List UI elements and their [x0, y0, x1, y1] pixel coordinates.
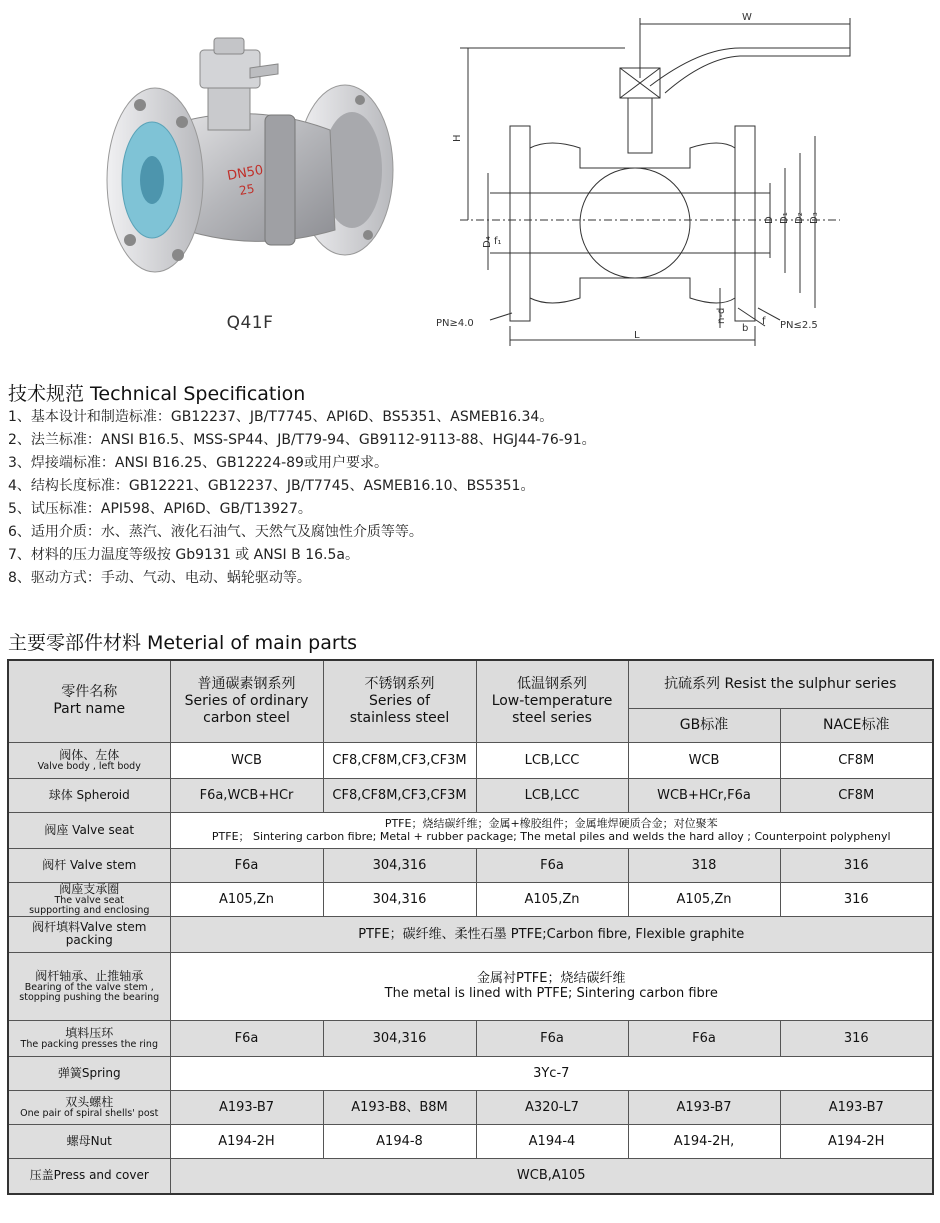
- table-cell: A105,Zn: [170, 882, 323, 916]
- dim-b-label: b: [742, 323, 749, 334]
- table-cell: 3Yc-7: [170, 1056, 933, 1090]
- table-cell: F6a,WCB+HCr: [170, 778, 323, 812]
- table-header-row: [8, 660, 933, 708]
- table-cell: 318: [628, 848, 780, 882]
- header-stainless: 不锈钢系列 Series of stainless steel: [323, 660, 476, 742]
- table-cell: A105,Zn: [476, 882, 628, 916]
- table-row: [8, 952, 933, 1020]
- part-name: 螺母Nut: [8, 1124, 170, 1158]
- dim-d1-label: D₁: [779, 212, 790, 224]
- part-name: 球体 Spheroid: [8, 778, 170, 812]
- table-cell: WCB+HCr,F6a: [628, 778, 780, 812]
- table-cell: PTFE；碳纤维、柔性石墨 PTFE;Carbon fibre, Flexible graphite: [170, 916, 933, 952]
- part-name: 阀体、左体 Valve body , left body: [8, 742, 170, 778]
- header-carbon: 普通碳素钢系列 Series of ordinary carbon steel: [170, 660, 323, 742]
- table-cell: WCB,A105: [170, 1158, 933, 1194]
- table-cell: A194-2H,: [628, 1124, 780, 1158]
- dim-f1-label: f₁: [494, 236, 502, 247]
- spec-title: 技术规范 Technical Specification: [8, 383, 306, 405]
- spec-item: 7、材料的压力温度等级按 Gb9131 或 ANSI B 16.5a。: [8, 547, 359, 563]
- spec-list: [8, 406, 596, 590]
- table-row: [8, 778, 933, 812]
- table-cell: F6a: [476, 1020, 628, 1056]
- table-row: [8, 1020, 933, 1056]
- table-cell: F6a: [628, 1020, 780, 1056]
- table-row: [8, 916, 933, 952]
- spec-item: 6、适用介质：水、蒸汽、液化石油气、天然气及腐蚀性介质等等。: [8, 524, 423, 540]
- header-part-name: 零件名称 Part name: [8, 660, 170, 742]
- table-cell: CF8,CF8M,CF3,CF3M: [323, 742, 476, 778]
- dim-l-label: L: [634, 330, 640, 341]
- product-caption: Q41F: [226, 313, 274, 333]
- pn-right-label: PN≤2.5: [780, 320, 818, 331]
- spec-item: 2、法兰标准：ANSI B16.5、MSS-SP44、JB/T79-94、GB9112-9113-88、HGJ44-76-91。: [8, 432, 596, 448]
- spec-item: 3、焊接端标准：ANSI B16.25、GB12224-89或用户要求。: [8, 455, 388, 471]
- spec-item: 1、基本设计和制造标准：GB12237、JB/T7745、API6D、BS5351、ASMEB16.34。: [8, 409, 554, 425]
- table-cell: 304,316: [323, 882, 476, 916]
- part-name: 阀座支承圈 The valve seat supporting and enclosing: [8, 882, 170, 916]
- part-name: 弹簧Spring: [8, 1056, 170, 1090]
- table-cell: LCB,LCC: [476, 742, 628, 778]
- table-cell: A194-8: [323, 1124, 476, 1158]
- table-cell: 316: [780, 882, 933, 916]
- dim-h-label: H: [452, 134, 463, 142]
- header-gb: GB标准: [628, 708, 780, 742]
- part-name: 阀座 Valve seat: [8, 812, 170, 848]
- table-cell: A194-2H: [780, 1124, 933, 1158]
- table-cell: F6a: [170, 1020, 323, 1056]
- table-cell: WCB: [628, 742, 780, 778]
- table-cell: LCB,LCC: [476, 778, 628, 812]
- spec-item: 4、结构长度标准：GB12221、GB12237、JB/T7745、ASMEB16.10、BS5351。: [8, 478, 535, 494]
- part-name: 双头螺柱 One pair of spiral shells' post: [8, 1090, 170, 1124]
- materials-table: [7, 659, 934, 1195]
- table-cell: WCB: [170, 742, 323, 778]
- table-cell: 304,316: [323, 848, 476, 882]
- table-cell: 金属衬PTFE；烧结碳纤维 The metal is lined with PTFE; Sintering carbon fibre: [170, 952, 933, 1020]
- dim-d2-label: D₂: [794, 212, 805, 224]
- table-row: [8, 1158, 933, 1194]
- table-cell: CF8M: [780, 778, 933, 812]
- table-cell: A194-4: [476, 1124, 628, 1158]
- table-cell: CF8M: [780, 742, 933, 778]
- header-sulphur: 抗硫系列 Resist the sulphur series: [628, 660, 933, 708]
- header-nace: NACE标准: [780, 708, 933, 742]
- part-name: 阀杆轴承、止推轴承 Bearing of the valve stem , stopping pushing the bearing: [8, 952, 170, 1020]
- table-cell: A320-L7: [476, 1090, 628, 1124]
- svg-text:DN50: DN50: [226, 162, 265, 184]
- table-row: [8, 742, 933, 778]
- svg-text:25: 25: [238, 181, 256, 198]
- table-cell: A194-2H: [170, 1124, 323, 1158]
- dim-w-label: W: [742, 12, 752, 23]
- dim-nd-label: n-d: [716, 307, 727, 324]
- table-cell: PTFE；烧结碳纤维；金属+橡胶组件；金属堆焊硬质合金；对位聚苯 PTFE； Sintering carbon fibre; Metal + rubber package; The metal piles and welds the hard alloy ; Counterpoint polyphenyl: [170, 812, 933, 848]
- table-cell: F6a: [170, 848, 323, 882]
- spec-item: 5、试压标准：API598、API6D、GB/T13927。: [8, 501, 312, 517]
- table-cell: A105,Zn: [628, 882, 780, 916]
- table-row: [8, 812, 933, 848]
- dim-d4-label: D₄: [482, 236, 493, 248]
- dim-f-label: f: [762, 316, 766, 327]
- table-cell: A193-B7: [170, 1090, 323, 1124]
- table-row: [8, 1090, 933, 1124]
- part-name: 阀杆 Valve stem: [8, 848, 170, 882]
- part-name: 阀杆填料Valve stem packing: [8, 916, 170, 952]
- table-row: [8, 1056, 933, 1090]
- part-name: 填料压环 The packing presses the ring: [8, 1020, 170, 1056]
- table-row: [8, 848, 933, 882]
- table-cell: CF8,CF8M,CF3,CF3M: [323, 778, 476, 812]
- table-row: [8, 882, 933, 916]
- parts-title: 主要零部件材料 Meterial of main parts: [8, 632, 358, 654]
- table-cell: A193-B7: [780, 1090, 933, 1124]
- table-cell: F6a: [476, 848, 628, 882]
- dim-d-label: D: [764, 216, 775, 224]
- part-name: 压盖Press and cover: [8, 1158, 170, 1194]
- table-cell: A193-B7: [628, 1090, 780, 1124]
- pn-left-label: PN≥4.0: [436, 318, 474, 329]
- table-cell: 316: [780, 848, 933, 882]
- valve-drawing: [420, 8, 860, 348]
- table-cell: 304,316: [323, 1020, 476, 1056]
- table-row: [8, 1124, 933, 1158]
- dim-d3-label: D₃: [809, 212, 820, 224]
- table-cell: 316: [780, 1020, 933, 1056]
- spec-item: 8、驱动方式：手动、气动、电动、蜗轮驱动等。: [8, 570, 311, 586]
- valve-photo: [100, 30, 400, 310]
- header-low-temp: 低温钢系列 Low-temperature steel series: [476, 660, 628, 742]
- table-cell: A193-B8、B8M: [323, 1090, 476, 1124]
